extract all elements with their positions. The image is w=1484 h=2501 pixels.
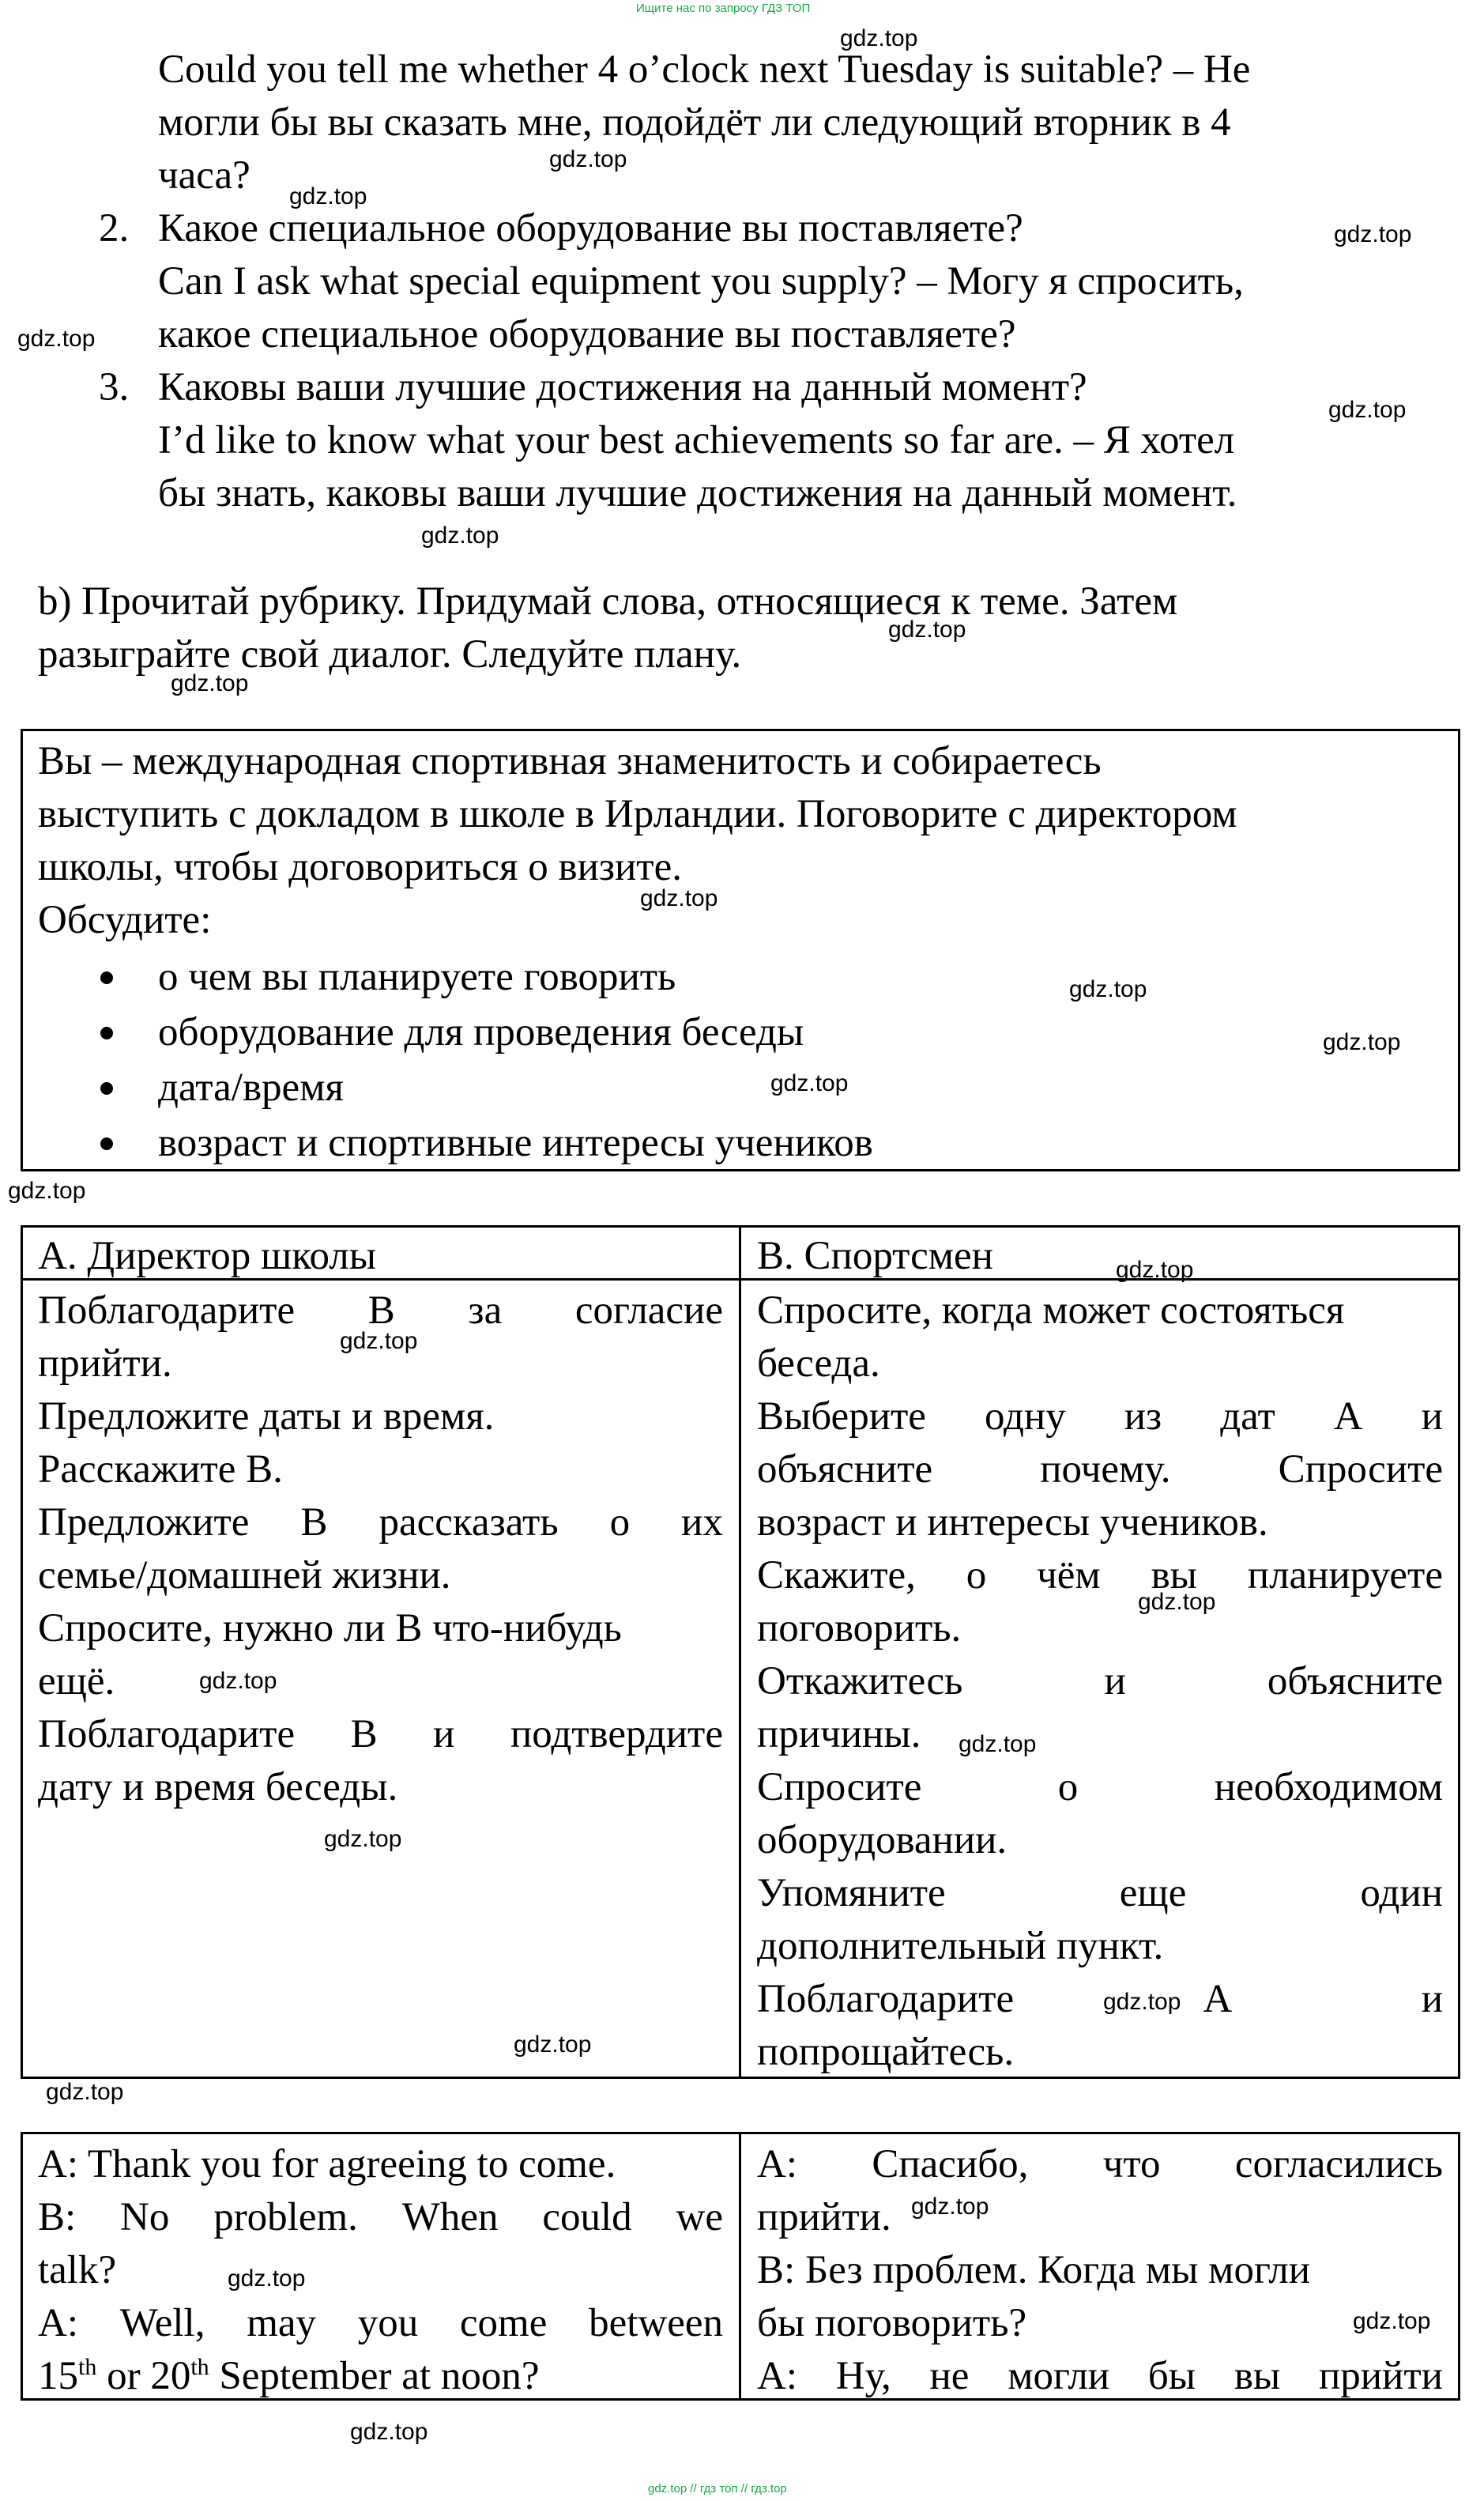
watermark: gdz.top — [1334, 221, 1412, 247]
item-3-number: 3. — [99, 365, 130, 409]
dialogue-ru-line-5: A: Ну, не могли бы вы прийти — [757, 2354, 1443, 2398]
watermark: gdz.top — [1138, 1589, 1216, 1615]
watermark: gdz.top — [1328, 397, 1407, 423]
dialogue-ru-line-4: бы поговорить? — [757, 2301, 1027, 2345]
dialogue-en-line-2: B: No problem. When could we — [38, 2195, 723, 2239]
item-3-answer-2: бы знать, каковы ваши лучшие достижения на данный момент. — [158, 471, 1237, 515]
dialogue-en-line-1: A: Thank you for agreeing to come. — [38, 2142, 616, 2186]
role-a-line-6: семье/домашней жизни. — [38, 1553, 451, 1598]
bullet-dot — [100, 1027, 113, 1039]
role-a-line-10: дату и время беседы. — [38, 1765, 398, 1809]
watermark: gdz.top — [1103, 1989, 1181, 2015]
watermark: gdz.top — [421, 522, 499, 549]
bullet-dot — [100, 1137, 113, 1150]
role-a-line-4: Расскажите B. — [38, 1447, 283, 1492]
role-a-line-1: Поблагодарите B за согласие — [38, 1288, 723, 1333]
role-a-line-9: Поблагодарите B и подтвердите — [38, 1712, 723, 1756]
watermark: gdz.top — [1069, 976, 1147, 1002]
watermark: gdz.top — [770, 1070, 849, 1096]
role-a-line-3: Предложите даты и время. — [38, 1394, 495, 1439]
watermark: gdz.top — [17, 326, 96, 352]
header-note: Ищите нас по запросу ГДЗ ТОП — [636, 2, 811, 15]
watermark: gdz.top — [324, 1826, 402, 1852]
watermark: gdz.top — [1353, 2308, 1431, 2334]
footer-note: gdz.top // гдз топ // гдз.top — [648, 2482, 787, 2495]
role-a-line-7: Спросите, нужно ли B что-нибудь — [38, 1606, 622, 1650]
role-a-heading: A. Директор школы — [38, 1234, 377, 1278]
role-b-line-5: возраст и интересы учеников. — [757, 1500, 1268, 1545]
role-b-line-10: Спросите о необходимом — [757, 1765, 1443, 1809]
rubric-bullet-2: оборудование для проведения беседы — [158, 1010, 804, 1054]
watermark: gdz.top — [911, 2194, 989, 2220]
watermark: gdz.top — [640, 885, 718, 911]
watermark: gdz.top — [1116, 1257, 1194, 1283]
rubric-bullet-3: дата/время — [158, 1066, 344, 1110]
rubric-line-3: школы, чтобы договориться о визите. — [38, 845, 682, 889]
bullet-dot — [100, 971, 113, 984]
role-a-line-5: Предложите B рассказать о их — [38, 1500, 723, 1545]
item-2-question: Какое специальное оборудование вы поставляете? — [158, 206, 1023, 251]
watermark: gdz.top — [340, 1328, 418, 1354]
role-b-line-2: беседа. — [757, 1341, 880, 1386]
watermark: gdz.top — [8, 1178, 86, 1204]
role-b-line-7: поговорить. — [757, 1606, 962, 1650]
role-b-line-14: Поблагодарите A и — [757, 1977, 1443, 2021]
dialogue-en-line-4: A: Well, may you come between — [38, 2301, 723, 2345]
dialogue-ru-line-3: B: Без проблем. Когда мы могли — [757, 2248, 1311, 2292]
watermark: gdz.top — [1323, 1029, 1401, 1055]
dialogue-en-line-3: talk? — [38, 2248, 117, 2292]
dialogue-en-line-5: 15th or 20th September at noon? — [38, 2354, 540, 2398]
watermark: gdz.top — [888, 617, 966, 643]
dialogue-ru-line-2: прийти. — [757, 2195, 891, 2239]
rubric-line-1: Вы – международная спортивная знаменитость и собираетесь — [38, 739, 1102, 783]
role-b-line-15: попрощайтесь. — [757, 2030, 1015, 2074]
watermark: gdz.top — [289, 183, 367, 209]
role-b-line-11: оборудовании. — [757, 1818, 1008, 1862]
dialogue-ru-line-1: A: Спасибо, что согласились — [757, 2142, 1443, 2186]
item-3-question: Каковы ваши лучшие достижения на данный момент? — [158, 365, 1087, 409]
role-b-line-4: объясните почему. Спросите — [757, 1447, 1443, 1492]
role-b-line-8: Откажитесь и объясните — [757, 1659, 1443, 1703]
item-2-answer-1: Can I ask what special equipment you supply? – Могу я спросить, — [158, 259, 1244, 304]
role-b-line-6: Скажите, о чём вы планируете — [757, 1553, 1443, 1598]
role-b-line-12: Упомяните еще один — [757, 1871, 1443, 1915]
role-a-line-2: прийти. — [38, 1341, 172, 1386]
role-b-line-9: причины. — [757, 1712, 921, 1756]
role-b-line-3: Выберите одну из дат A и — [757, 1394, 1443, 1439]
rubric-bullet-4: возраст и спортивные интересы учеников — [158, 1121, 873, 1165]
watermark: gdz.top — [549, 146, 627, 172]
rubric-discuss: Обсудите: — [38, 898, 212, 942]
task-b-line-2: разыграйте свой диалог. Следуйте плану. — [38, 632, 742, 677]
bullet-dot — [100, 1082, 113, 1095]
rubric-line-2: выступить с докладом в школе в Ирландии. Поговорите с директором — [38, 792, 1237, 836]
rubric-bullet-1: о чем вы планируете говорить — [158, 955, 676, 999]
watermark: gdz.top — [171, 670, 249, 696]
role-table-column-divider — [739, 1225, 741, 2079]
intro-line-3: часа? — [158, 153, 250, 198]
dialogue-table-column-divider — [739, 2132, 741, 2401]
watermark: gdz.top — [46, 2079, 124, 2105]
watermark: gdz.top — [199, 1668, 277, 1694]
role-b-line-1: Спросите, когда может состояться — [757, 1288, 1345, 1333]
watermark: gdz.top — [350, 2419, 428, 2445]
watermark: gdz.top — [840, 25, 918, 51]
task-b-line-1: b) Прочитай рубрику. Придумай слова, относящиеся к теме. Затем — [38, 579, 1178, 624]
watermark: gdz.top — [514, 2031, 592, 2058]
intro-line-1: Could you tell me whether 4 o’clock next Tuesday is suitable? – Не — [158, 47, 1251, 92]
item-3-answer-1: I’d like to know what your best achievements so far are. – Я хотел — [158, 418, 1235, 462]
intro-line-2: могли бы вы сказать мне, подойдёт ли следующий вторник в 4 — [158, 100, 1231, 145]
item-2-answer-2: какое специальное оборудование вы поставляете? — [158, 312, 1016, 356]
item-2-number: 2. — [99, 206, 130, 251]
watermark: gdz.top — [959, 1731, 1037, 1757]
role-b-heading: B. Спортсмен — [757, 1234, 993, 1278]
watermark: gdz.top — [228, 2265, 306, 2292]
role-b-line-13: дополнительный пункт. — [757, 1924, 1164, 1968]
role-a-line-8: ещё. — [38, 1659, 115, 1703]
